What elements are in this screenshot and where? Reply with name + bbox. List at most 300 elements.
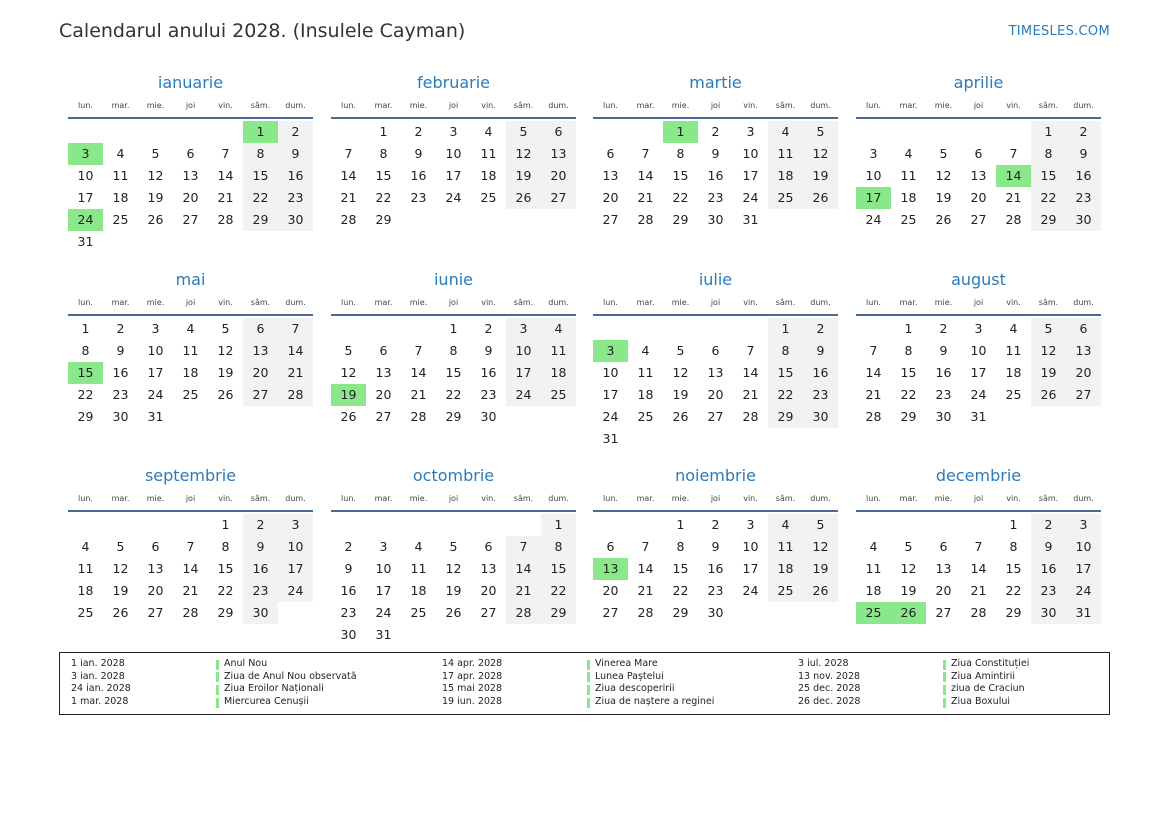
- day-cell[interactable]: 5: [344, 343, 353, 358]
- day-cell[interactable]: 30: [803, 406, 838, 428]
- day-cell[interactable]: 7: [641, 539, 650, 554]
- day-cell[interactable]: 30: [707, 212, 724, 227]
- day-cell[interactable]: 7: [221, 146, 230, 161]
- day-cell[interactable]: 25: [77, 605, 94, 620]
- day-cell[interactable]: 6: [606, 539, 615, 554]
- day-cell[interactable]: 22: [1031, 187, 1066, 209]
- day-cell[interactable]: 17: [445, 168, 462, 183]
- day-cell[interactable]: 15: [541, 558, 576, 580]
- day-cell[interactable]: 18: [900, 190, 917, 205]
- day-cell[interactable]: 18: [637, 387, 654, 402]
- day-cell[interactable]: 14: [637, 168, 654, 183]
- day-cell[interactable]: 1: [541, 514, 576, 536]
- day-cell[interactable]: 25: [480, 190, 497, 205]
- day-cell[interactable]: 6: [243, 318, 278, 340]
- day-cell[interactable]: 23: [278, 187, 313, 209]
- day-cell[interactable]: 18: [768, 165, 803, 187]
- day-cell[interactable]: 28: [742, 409, 759, 424]
- day-cell[interactable]: 30: [1066, 209, 1101, 231]
- day-cell[interactable]: 15: [375, 168, 392, 183]
- day-cell[interactable]: 1: [676, 517, 685, 532]
- day-cell[interactable]: 13: [541, 143, 576, 165]
- day-cell[interactable]: 27: [541, 187, 576, 209]
- day-cell[interactable]: 26: [803, 580, 838, 602]
- day-cell[interactable]: 24: [445, 190, 462, 205]
- day-cell[interactable]: 22: [541, 580, 576, 602]
- day-cell[interactable]: 28: [970, 605, 987, 620]
- day-cell[interactable]: 11: [541, 340, 576, 362]
- day-cell[interactable]: 22: [672, 190, 689, 205]
- day-cell[interactable]: 3: [974, 321, 983, 336]
- day-cell[interactable]: 17: [602, 387, 619, 402]
- day-cell[interactable]: 16: [243, 558, 278, 580]
- day-cell[interactable]: 20: [1066, 362, 1101, 384]
- day-cell[interactable]: 22: [217, 583, 234, 598]
- day-cell[interactable]: 24: [278, 580, 313, 602]
- day-cell[interactable]: 5: [803, 514, 838, 536]
- day-cell[interactable]: 29: [217, 605, 234, 620]
- day-cell[interactable]: 30: [112, 409, 129, 424]
- day-cell[interactable]: 12: [1031, 340, 1066, 362]
- day-cell[interactable]: 4: [1009, 321, 1018, 336]
- day-cell[interactable]: 10: [375, 561, 392, 576]
- day-cell[interactable]: 30: [243, 602, 278, 624]
- day-cell[interactable]: 24: [68, 209, 103, 231]
- day-cell[interactable]: 6: [151, 539, 160, 554]
- day-cell[interactable]: 5: [904, 539, 913, 554]
- day-cell[interactable]: 25: [768, 580, 803, 602]
- day-cell[interactable]: 26: [112, 605, 129, 620]
- day-cell[interactable]: 29: [375, 212, 392, 227]
- day-cell[interactable]: 24: [506, 384, 541, 406]
- day-cell[interactable]: 28: [410, 409, 427, 424]
- day-cell[interactable]: 27: [480, 605, 497, 620]
- day-cell[interactable]: 11: [1005, 343, 1022, 358]
- day-cell[interactable]: 1: [243, 121, 278, 143]
- day-cell[interactable]: 8: [676, 539, 685, 554]
- day-cell[interactable]: 23: [935, 387, 952, 402]
- day-cell[interactable]: 14: [996, 165, 1031, 187]
- day-cell[interactable]: 23: [707, 190, 724, 205]
- day-cell[interactable]: 23: [410, 190, 427, 205]
- day-cell[interactable]: 13: [375, 365, 392, 380]
- day-cell[interactable]: 11: [637, 365, 654, 380]
- day-cell[interactable]: 12: [935, 168, 952, 183]
- day-cell[interactable]: 17: [742, 561, 759, 576]
- day-cell[interactable]: 27: [1066, 384, 1101, 406]
- day-cell[interactable]: 19: [445, 583, 462, 598]
- day-cell[interactable]: 21: [742, 387, 759, 402]
- day-cell[interactable]: 2: [414, 124, 423, 139]
- day-cell[interactable]: 14: [865, 365, 882, 380]
- day-cell[interactable]: 22: [77, 387, 94, 402]
- day-cell[interactable]: 21: [278, 362, 313, 384]
- day-cell[interactable]: 26: [672, 409, 689, 424]
- day-cell[interactable]: 17: [856, 187, 891, 209]
- day-cell[interactable]: 29: [243, 209, 278, 231]
- day-cell[interactable]: 10: [970, 343, 987, 358]
- day-cell[interactable]: 9: [278, 143, 313, 165]
- day-cell[interactable]: 12: [340, 365, 357, 380]
- day-cell[interactable]: 7: [344, 146, 353, 161]
- day-cell[interactable]: 26: [803, 187, 838, 209]
- day-cell[interactable]: 23: [112, 387, 129, 402]
- day-cell[interactable]: 27: [182, 212, 199, 227]
- day-cell[interactable]: 1: [904, 321, 913, 336]
- day-cell[interactable]: 14: [278, 340, 313, 362]
- day-cell[interactable]: 12: [506, 143, 541, 165]
- day-cell[interactable]: 8: [768, 340, 803, 362]
- day-cell[interactable]: 9: [711, 146, 720, 161]
- day-cell[interactable]: 19: [900, 583, 917, 598]
- day-cell[interactable]: 20: [541, 165, 576, 187]
- day-cell[interactable]: 21: [182, 583, 199, 598]
- day-cell[interactable]: 4: [641, 343, 650, 358]
- day-cell[interactable]: 12: [803, 143, 838, 165]
- day-cell[interactable]: 20: [243, 362, 278, 384]
- day-cell[interactable]: 6: [1066, 318, 1101, 340]
- day-cell[interactable]: 31: [970, 409, 987, 424]
- day-cell[interactable]: 12: [217, 343, 234, 358]
- day-cell[interactable]: 26: [217, 387, 234, 402]
- day-cell[interactable]: 30: [707, 605, 724, 620]
- day-cell[interactable]: 7: [1009, 146, 1018, 161]
- day-cell[interactable]: 16: [1066, 165, 1101, 187]
- day-cell[interactable]: 19: [803, 165, 838, 187]
- day-cell[interactable]: 6: [974, 146, 983, 161]
- day-cell[interactable]: 17: [147, 365, 164, 380]
- day-cell[interactable]: 31: [602, 431, 619, 446]
- day-cell[interactable]: 20: [375, 387, 392, 402]
- day-cell[interactable]: 2: [803, 318, 838, 340]
- brand-link[interactable]: TIMESLES.COM: [1008, 24, 1110, 39]
- day-cell[interactable]: 16: [935, 365, 952, 380]
- day-cell[interactable]: 21: [970, 583, 987, 598]
- day-cell[interactable]: 3: [746, 517, 755, 532]
- day-cell[interactable]: 1: [81, 321, 90, 336]
- day-cell[interactable]: 6: [186, 146, 195, 161]
- day-cell[interactable]: 17: [742, 168, 759, 183]
- day-cell[interactable]: 25: [900, 212, 917, 227]
- day-cell[interactable]: 25: [410, 605, 427, 620]
- day-cell[interactable]: 12: [445, 561, 462, 576]
- day-cell[interactable]: 6: [379, 343, 388, 358]
- day-cell[interactable]: 20: [147, 583, 164, 598]
- day-cell[interactable]: 28: [506, 602, 541, 624]
- day-cell[interactable]: 1: [1009, 517, 1018, 532]
- day-cell[interactable]: 2: [939, 321, 948, 336]
- day-cell[interactable]: 3: [151, 321, 160, 336]
- day-cell[interactable]: 27: [602, 605, 619, 620]
- day-cell[interactable]: 3: [68, 143, 103, 165]
- day-cell[interactable]: 13: [593, 558, 628, 580]
- day-cell[interactable]: 15: [1031, 165, 1066, 187]
- day-cell[interactable]: 4: [186, 321, 195, 336]
- day-cell[interactable]: 19: [935, 190, 952, 205]
- day-cell[interactable]: 20: [602, 190, 619, 205]
- day-cell[interactable]: 16: [480, 365, 497, 380]
- day-cell[interactable]: 14: [970, 561, 987, 576]
- day-cell[interactable]: 24: [602, 409, 619, 424]
- day-cell[interactable]: 5: [803, 121, 838, 143]
- day-cell[interactable]: 16: [410, 168, 427, 183]
- day-cell[interactable]: 17: [77, 190, 94, 205]
- day-cell[interactable]: 3: [278, 514, 313, 536]
- day-cell[interactable]: 19: [217, 365, 234, 380]
- day-cell[interactable]: 5: [676, 343, 685, 358]
- day-cell[interactable]: 4: [768, 121, 803, 143]
- day-cell[interactable]: 18: [480, 168, 497, 183]
- day-cell[interactable]: 15: [672, 168, 689, 183]
- day-cell[interactable]: 17: [970, 365, 987, 380]
- day-cell[interactable]: 22: [768, 384, 803, 406]
- day-cell[interactable]: 9: [243, 536, 278, 558]
- day-cell[interactable]: 20: [182, 190, 199, 205]
- day-cell[interactable]: 29: [900, 409, 917, 424]
- day-cell[interactable]: 26: [445, 605, 462, 620]
- day-cell[interactable]: 9: [1066, 143, 1101, 165]
- day-cell[interactable]: 2: [243, 514, 278, 536]
- day-cell[interactable]: 31: [1066, 602, 1101, 624]
- day-cell[interactable]: 8: [541, 536, 576, 558]
- day-cell[interactable]: 8: [243, 143, 278, 165]
- day-cell[interactable]: 3: [506, 318, 541, 340]
- day-cell[interactable]: 24: [970, 387, 987, 402]
- day-cell[interactable]: 10: [742, 146, 759, 161]
- day-cell[interactable]: 29: [672, 605, 689, 620]
- day-cell[interactable]: 14: [182, 561, 199, 576]
- day-cell[interactable]: 16: [278, 165, 313, 187]
- day-cell[interactable]: 24: [865, 212, 882, 227]
- day-cell[interactable]: 22: [1005, 583, 1022, 598]
- day-cell[interactable]: 18: [410, 583, 427, 598]
- day-cell[interactable]: 28: [278, 384, 313, 406]
- day-cell[interactable]: 31: [375, 627, 392, 642]
- day-cell[interactable]: 1: [663, 121, 698, 143]
- day-cell[interactable]: 7: [974, 539, 983, 554]
- day-cell[interactable]: 28: [217, 212, 234, 227]
- day-cell[interactable]: 8: [904, 343, 913, 358]
- day-cell[interactable]: 22: [672, 583, 689, 598]
- day-cell[interactable]: 31: [742, 212, 759, 227]
- day-cell[interactable]: 31: [77, 234, 94, 249]
- day-cell[interactable]: 14: [742, 365, 759, 380]
- day-cell[interactable]: 22: [445, 387, 462, 402]
- day-cell[interactable]: 9: [803, 340, 838, 362]
- day-cell[interactable]: 26: [1031, 384, 1066, 406]
- day-cell[interactable]: 4: [904, 146, 913, 161]
- day-cell[interactable]: 2: [711, 124, 720, 139]
- day-cell[interactable]: 21: [637, 583, 654, 598]
- day-cell[interactable]: 16: [707, 561, 724, 576]
- day-cell[interactable]: 11: [410, 561, 427, 576]
- day-cell[interactable]: 29: [541, 602, 576, 624]
- day-cell[interactable]: 2: [1031, 514, 1066, 536]
- day-cell[interactable]: 13: [182, 168, 199, 183]
- day-cell[interactable]: 2: [484, 321, 493, 336]
- day-cell[interactable]: 26: [147, 212, 164, 227]
- day-cell[interactable]: 9: [344, 561, 353, 576]
- day-cell[interactable]: 22: [375, 190, 392, 205]
- day-cell[interactable]: 29: [672, 212, 689, 227]
- day-cell[interactable]: 25: [541, 384, 576, 406]
- day-cell[interactable]: 25: [768, 187, 803, 209]
- day-cell[interactable]: 9: [414, 146, 423, 161]
- day-cell[interactable]: 29: [77, 409, 94, 424]
- day-cell[interactable]: 9: [116, 343, 125, 358]
- day-cell[interactable]: 8: [379, 146, 388, 161]
- day-cell[interactable]: 7: [186, 539, 195, 554]
- day-cell[interactable]: 4: [768, 514, 803, 536]
- day-cell[interactable]: 1: [449, 321, 458, 336]
- day-cell[interactable]: 19: [506, 165, 541, 187]
- day-cell[interactable]: 11: [112, 168, 129, 183]
- day-cell[interactable]: 11: [77, 561, 94, 576]
- day-cell[interactable]: 20: [935, 583, 952, 598]
- day-cell[interactable]: 15: [672, 561, 689, 576]
- day-cell[interactable]: 17: [278, 558, 313, 580]
- day-cell[interactable]: 30: [480, 409, 497, 424]
- day-cell[interactable]: 14: [637, 561, 654, 576]
- day-cell[interactable]: 9: [1031, 536, 1066, 558]
- day-cell[interactable]: 15: [68, 362, 103, 384]
- day-cell[interactable]: 13: [480, 561, 497, 576]
- day-cell[interactable]: 26: [935, 212, 952, 227]
- day-cell[interactable]: 7: [746, 343, 755, 358]
- day-cell[interactable]: 11: [900, 168, 917, 183]
- day-cell[interactable]: 13: [935, 561, 952, 576]
- day-cell[interactable]: 10: [278, 536, 313, 558]
- day-cell[interactable]: 6: [606, 146, 615, 161]
- day-cell[interactable]: 23: [340, 605, 357, 620]
- day-cell[interactable]: 8: [1009, 539, 1018, 554]
- day-cell[interactable]: 29: [445, 409, 462, 424]
- day-cell[interactable]: 5: [939, 146, 948, 161]
- day-cell[interactable]: 13: [602, 168, 619, 183]
- day-cell[interactable]: 25: [112, 212, 129, 227]
- day-cell[interactable]: 15: [1005, 561, 1022, 576]
- day-cell[interactable]: 13: [970, 168, 987, 183]
- day-cell[interactable]: 21: [637, 190, 654, 205]
- day-cell[interactable]: 5: [506, 121, 541, 143]
- day-cell[interactable]: 30: [340, 627, 357, 642]
- day-cell[interactable]: 4: [541, 318, 576, 340]
- day-cell[interactable]: 4: [869, 539, 878, 554]
- day-cell[interactable]: 10: [1066, 536, 1101, 558]
- day-cell[interactable]: 27: [243, 384, 278, 406]
- day-cell[interactable]: 8: [449, 343, 458, 358]
- day-cell[interactable]: 30: [935, 409, 952, 424]
- day-cell[interactable]: 14: [506, 558, 541, 580]
- day-cell[interactable]: 12: [900, 561, 917, 576]
- day-cell[interactable]: 27: [935, 605, 952, 620]
- day-cell[interactable]: 2: [116, 321, 125, 336]
- day-cell[interactable]: 18: [77, 583, 94, 598]
- day-cell[interactable]: 8: [81, 343, 90, 358]
- day-cell[interactable]: 3: [869, 146, 878, 161]
- day-cell[interactable]: 1: [221, 517, 230, 532]
- day-cell[interactable]: 11: [865, 561, 882, 576]
- day-cell[interactable]: 19: [1031, 362, 1066, 384]
- day-cell[interactable]: 21: [865, 387, 882, 402]
- day-cell[interactable]: 19: [803, 558, 838, 580]
- day-cell[interactable]: 2: [1066, 121, 1101, 143]
- day-cell[interactable]: 4: [116, 146, 125, 161]
- day-cell[interactable]: 14: [340, 168, 357, 183]
- day-cell[interactable]: 20: [602, 583, 619, 598]
- day-cell[interactable]: 13: [1066, 340, 1101, 362]
- day-cell[interactable]: 19: [672, 387, 689, 402]
- day-cell[interactable]: 22: [900, 387, 917, 402]
- day-cell[interactable]: 18: [112, 190, 129, 205]
- day-cell[interactable]: 26: [506, 187, 541, 209]
- day-cell[interactable]: 5: [1031, 318, 1066, 340]
- day-cell[interactable]: 23: [243, 580, 278, 602]
- day-cell[interactable]: 12: [147, 168, 164, 183]
- day-cell[interactable]: 11: [182, 343, 199, 358]
- day-cell[interactable]: 7: [869, 343, 878, 358]
- day-cell[interactable]: 11: [768, 536, 803, 558]
- day-cell[interactable]: 3: [379, 539, 388, 554]
- day-cell[interactable]: 16: [112, 365, 129, 380]
- day-cell[interactable]: 27: [602, 212, 619, 227]
- day-cell[interactable]: 3: [1066, 514, 1101, 536]
- day-cell[interactable]: 16: [803, 362, 838, 384]
- day-cell[interactable]: 18: [541, 362, 576, 384]
- day-cell[interactable]: 10: [506, 340, 541, 362]
- day-cell[interactable]: 10: [445, 146, 462, 161]
- day-cell[interactable]: 10: [602, 365, 619, 380]
- day-cell[interactable]: 21: [410, 387, 427, 402]
- day-cell[interactable]: 17: [506, 362, 541, 384]
- day-cell[interactable]: 4: [484, 124, 493, 139]
- day-cell[interactable]: 29: [1005, 605, 1022, 620]
- day-cell[interactable]: 27: [375, 409, 392, 424]
- day-cell[interactable]: 26: [891, 602, 926, 624]
- day-cell[interactable]: 11: [480, 146, 497, 161]
- day-cell[interactable]: 27: [970, 212, 987, 227]
- day-cell[interactable]: 9: [484, 343, 493, 358]
- day-cell[interactable]: 16: [340, 583, 357, 598]
- day-cell[interactable]: 8: [1031, 143, 1066, 165]
- day-cell[interactable]: 7: [278, 318, 313, 340]
- day-cell[interactable]: 3: [593, 340, 628, 362]
- day-cell[interactable]: 1: [379, 124, 388, 139]
- day-cell[interactable]: 21: [1005, 190, 1022, 205]
- day-cell[interactable]: 7: [506, 536, 541, 558]
- day-cell[interactable]: 21: [340, 190, 357, 205]
- day-cell[interactable]: 15: [445, 365, 462, 380]
- day-cell[interactable]: 10: [742, 539, 759, 554]
- day-cell[interactable]: 6: [541, 121, 576, 143]
- day-cell[interactable]: 23: [707, 583, 724, 598]
- day-cell[interactable]: 10: [865, 168, 882, 183]
- day-cell[interactable]: 23: [480, 387, 497, 402]
- day-cell[interactable]: 6: [939, 539, 948, 554]
- day-cell[interactable]: 21: [506, 580, 541, 602]
- day-cell[interactable]: 11: [768, 143, 803, 165]
- day-cell[interactable]: 14: [410, 365, 427, 380]
- day-cell[interactable]: 13: [147, 561, 164, 576]
- day-cell[interactable]: 12: [803, 536, 838, 558]
- day-cell[interactable]: 18: [768, 558, 803, 580]
- day-cell[interactable]: 28: [637, 605, 654, 620]
- day-cell[interactable]: 29: [1031, 209, 1066, 231]
- day-cell[interactable]: 9: [711, 539, 720, 554]
- day-cell[interactable]: 30: [278, 209, 313, 231]
- day-cell[interactable]: 18: [865, 583, 882, 598]
- day-cell[interactable]: 2: [344, 539, 353, 554]
